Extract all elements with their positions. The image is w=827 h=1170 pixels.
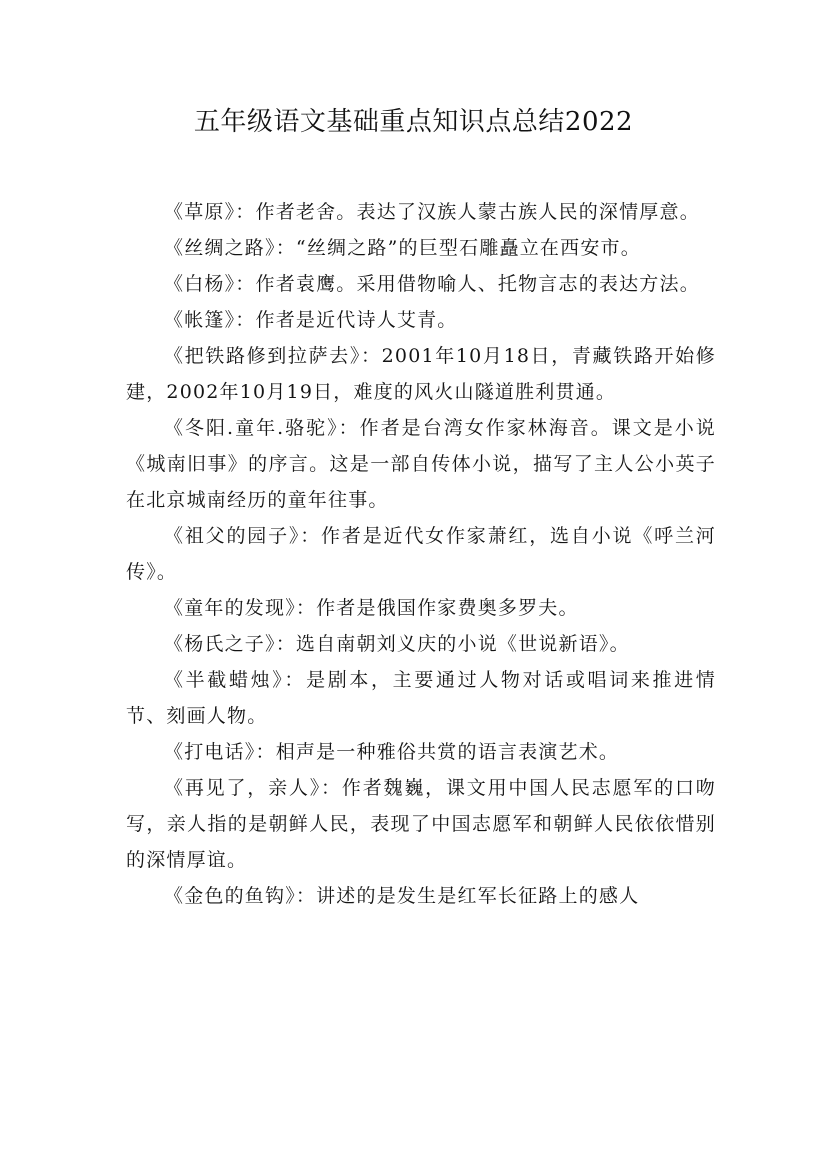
paragraph-da-dianhua: 《打电话》：相声是一种雅俗共赏的语言表演艺术。 bbox=[164, 741, 620, 763]
document-title: 五年级语文基础重点知识点总结2022 bbox=[193, 107, 634, 137]
paragraph-jinse-yugou: 《金色的鱼钩》：讲述的是发生是红军长征路上的感人 bbox=[164, 885, 640, 907]
paragraph-dongyang-tongnian-luotuo: 《冬阳.童年.骆驼》：作者是台湾女作家林海音。课文是小说《城南旧事》的序言。这是一部自传体小说，描写了主人公小英子在北京城南经历的童年往事。 bbox=[126, 417, 716, 511]
paragraph-yangshi-zhizi: 《杨氏之子》：选自南朝刘义庆的小说《世说新语》。 bbox=[164, 633, 630, 655]
document-body bbox=[126, 194, 716, 914]
paragraph-tongnian-faxian: 《童年的发现》：作者是俄国作家费奥多罗夫。 bbox=[164, 597, 579, 619]
paragraph-zhangpeng: 《帐篷》：作者是近代诗人艾青。 bbox=[164, 309, 458, 331]
paragraph-caoyuan: 《草原》：作者老舍。表达了汉族人蒙古族人民的深情厚意。 bbox=[164, 201, 700, 223]
paragraph-banjie-lazhu: 《半截蜡烛》：是剧本，主要通过人物对话或唱词来推进情节、刻画人物。 bbox=[126, 669, 716, 727]
paragraph-zaijian-qinren: 《再见了，亲人》：作者魏巍，课文用中国人民志愿军的口吻写，亲人指的是朝鲜人民，表现了中国志愿军和朝鲜人民依依惜别的深情厚谊。 bbox=[126, 777, 716, 871]
paragraph-sichou-zhi-lu: 《丝绸之路》：“丝绸之路”的巨型石雕矗立在西安市。 bbox=[164, 237, 641, 259]
paragraph-zufu-yuanzi: 《祖父的园子》：作者是近代女作家萧红，选自小说《呼兰河传》。 bbox=[126, 525, 716, 583]
paragraph-tielu-lasa: 《把铁路修到拉萨去》：2001年10月18日，青藏铁路开始修建，2002年10月19日，难度的风火山隧道胜利贯通。 bbox=[126, 345, 716, 403]
paragraph-baiyang: 《白杨》：作者袁鹰。采用借物喻人、托物言志的表达方法。 bbox=[164, 273, 700, 295]
